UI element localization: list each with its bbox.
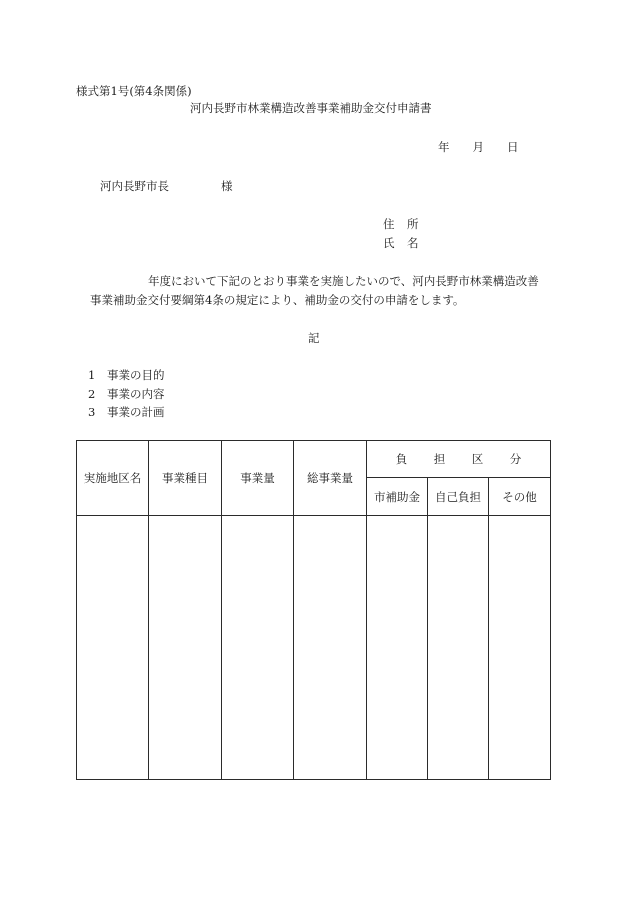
item-label: 事業の目的 bbox=[107, 368, 165, 382]
burden-char-2: 担 bbox=[433, 452, 446, 466]
cell-quantity[interactable] bbox=[222, 516, 294, 780]
body-line-2: 事業補助金交付要綱第4条の規定により、補助金の交付の申請をします。 bbox=[90, 292, 465, 307]
name-label bbox=[383, 236, 419, 251]
burden-char-4: 分 bbox=[509, 452, 522, 466]
name-label-char-1: 氏 bbox=[383, 236, 395, 250]
cell-total[interactable] bbox=[294, 516, 367, 780]
item-number: 2 bbox=[88, 386, 96, 401]
item-number: 3 bbox=[88, 405, 96, 420]
document-title: 河内長野市林業構造改善事業補助金交付申請書 bbox=[190, 101, 432, 115]
cell-other[interactable] bbox=[489, 516, 551, 780]
header-quantity: 事業量 bbox=[222, 441, 294, 516]
burden-char-3: 区 bbox=[471, 452, 484, 466]
item-list bbox=[88, 366, 165, 422]
item-number: 1 bbox=[88, 368, 96, 382]
addressee-name: 河内長野市長 bbox=[100, 179, 169, 193]
application-body-text bbox=[90, 272, 539, 309]
header-area: 実施地区名 bbox=[77, 441, 149, 516]
list-item bbox=[88, 403, 165, 422]
addressee-honorific: 様 bbox=[221, 179, 233, 193]
item-label: 事業の内容 bbox=[107, 386, 165, 401]
table-header-row bbox=[77, 441, 551, 478]
cell-type[interactable] bbox=[149, 516, 222, 780]
date-line bbox=[438, 140, 519, 155]
cell-self-burden[interactable] bbox=[428, 516, 489, 780]
list-item bbox=[88, 385, 165, 404]
cell-city-subsidy[interactable] bbox=[367, 516, 428, 780]
header-other: その他 bbox=[489, 478, 551, 516]
body-line-1-text: 年度において下記のとおり事業を実施したいので、河内長野市林業構造改善 bbox=[148, 274, 539, 288]
header-city-subsidy: 市補助金 bbox=[367, 478, 428, 516]
header-type: 事業種目 bbox=[149, 441, 222, 516]
date-day: 日 bbox=[507, 140, 519, 154]
item-label: 事業の計画 bbox=[107, 405, 165, 420]
header-burden-category bbox=[367, 441, 551, 478]
body-line-1 bbox=[90, 272, 539, 291]
date-year: 年 bbox=[438, 140, 450, 154]
address-label bbox=[383, 217, 419, 232]
date-month: 月 bbox=[472, 140, 484, 154]
name-label-char-2: 名 bbox=[407, 236, 419, 250]
header-self-burden: 自己負担 bbox=[428, 478, 489, 516]
ki-heading: 記 bbox=[308, 331, 320, 345]
address-label-char-1: 住 bbox=[383, 217, 395, 231]
burden-char-1: 負 bbox=[395, 452, 408, 466]
address-label-char-2: 所 bbox=[407, 217, 419, 231]
project-plan-table bbox=[76, 440, 551, 780]
cell-area[interactable] bbox=[77, 516, 149, 780]
header-total: 総事業量 bbox=[294, 441, 367, 516]
table-row bbox=[77, 516, 551, 780]
addressee bbox=[100, 179, 233, 194]
form-number: 様式第1号(第4条関係) bbox=[76, 84, 192, 98]
list-item bbox=[88, 366, 165, 385]
